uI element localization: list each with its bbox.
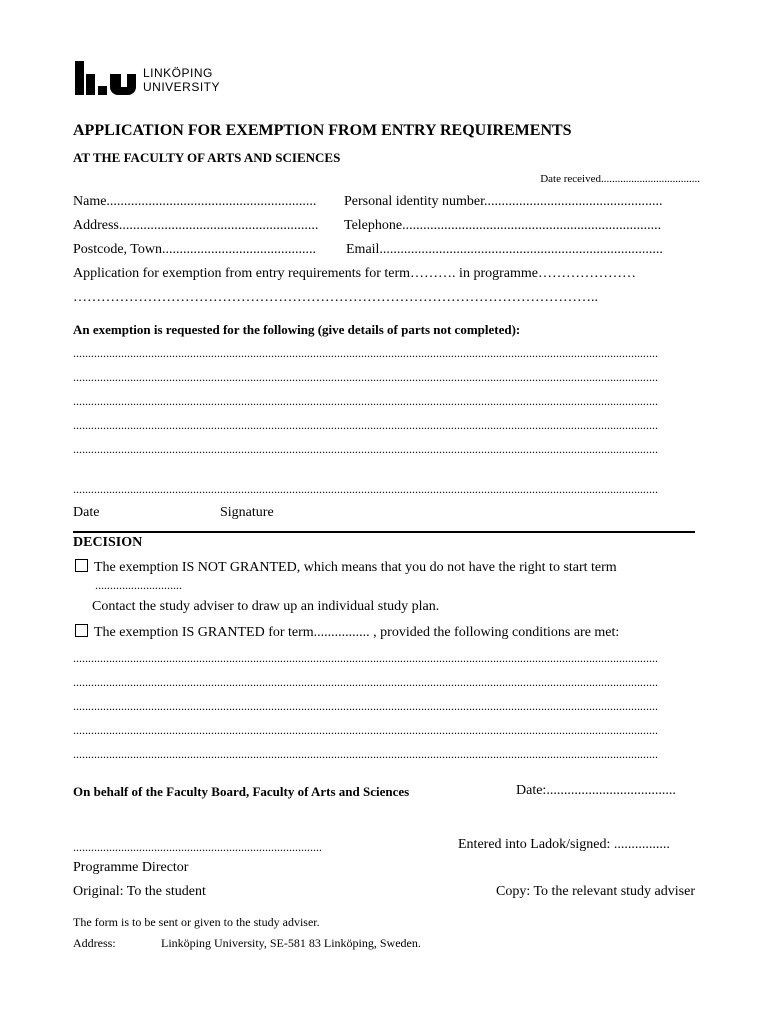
condition-line-3[interactable]: ................................................................................................................................................................................................... — [73, 699, 658, 713]
signature-label: Signature — [220, 505, 274, 520]
footer-address: Linköping University, SE-581 83 Linköping, Sweden. — [161, 936, 421, 950]
logo-text-line1: LINKÖPING — [143, 66, 213, 80]
personal-id-field[interactable]: Personal identity number................................................... — [344, 194, 663, 209]
postcode-field[interactable]: Postcode, Town............................................ — [73, 242, 316, 257]
on-behalf-text: On behalf of the Faculty Board, Faculty of Arts and Sciences — [73, 784, 410, 799]
not-granted-term-field[interactable]: ............................. — [95, 578, 182, 592]
form-subtitle: AT THE FACULTY OF ARTS AND SCIENCES — [73, 150, 341, 165]
exemption-line-3[interactable]: ................................................................................................................................................................................................... — [73, 394, 658, 408]
condition-line-1[interactable]: ................................................................................................................................................................................................... — [73, 651, 658, 665]
telephone-field[interactable]: Telephone.......................................................................... — [344, 218, 662, 233]
contact-adviser-text: Contact the study adviser to draw up an individual study plan. — [92, 599, 440, 614]
decision-date-field[interactable]: Date:..................................... — [516, 783, 676, 798]
logo-mark-bar-2 — [86, 74, 95, 95]
director-signature-line[interactable]: ................................................................................... — [73, 840, 322, 854]
original-recipient-text: Original: To the student — [73, 884, 206, 899]
exemption-line-4[interactable]: ................................................................................................................................................................................................... — [73, 418, 658, 432]
copy-recipient-text: Copy: To the relevant study adviser — [495, 884, 695, 899]
footer-address-label: Address: — [73, 936, 116, 950]
footer-note: The form is to be sent or given to the study adviser. — [73, 915, 320, 929]
application-continuation-line[interactable]: ………………………………………………………………………………………………….. — [73, 290, 598, 305]
name-field[interactable]: Name............................................................ — [73, 194, 317, 209]
section-divider — [73, 531, 695, 533]
not-granted-checkbox[interactable] — [75, 559, 88, 572]
condition-line-4[interactable]: ................................................................................................................................................................................................... — [73, 723, 658, 737]
not-granted-option[interactable] — [75, 559, 617, 576]
email-field[interactable]: Email................................................................................. — [346, 242, 663, 257]
address-field[interactable]: Address......................................................... — [73, 218, 319, 233]
condition-line-2[interactable]: ................................................................................................................................................................................................... — [73, 675, 658, 689]
ladok-entry-field[interactable]: Entered into Ladok/signed: ................ — [458, 837, 670, 852]
programme-director-label: Programme Director — [73, 860, 189, 875]
date-received-field[interactable]: Date received.................................... — [540, 173, 700, 185]
logo-mark-dot — [98, 86, 107, 95]
exemption-heading: An exemption is requested for the following (give details of parts not completed): — [73, 322, 521, 337]
exemption-line-5[interactable]: ................................................................................................................................................................................................... — [73, 442, 658, 456]
decision-heading: DECISION — [73, 535, 143, 550]
granted-label: The exemption IS GRANTED for term................ , provided the following conditions are met: — [94, 625, 620, 640]
exemption-line-1[interactable]: ................................................................................................................................................................................................... — [73, 346, 658, 360]
exemption-line-6[interactable]: ................................................................................................................................................................................................... — [73, 482, 658, 496]
not-granted-label: The exemption IS NOT GRANTED, which means that you do not have the right to start term — [94, 560, 617, 575]
date-label: Date — [73, 505, 100, 520]
condition-line-5[interactable]: ................................................................................................................................................................................................... — [73, 747, 658, 761]
application-term-line[interactable]: Application for exemption from entry requirements for term………. in programme………………… — [73, 266, 636, 281]
logo-text-line2: UNIVERSITY — [143, 80, 221, 94]
granted-checkbox[interactable] — [75, 624, 88, 637]
logo-mark-bar-1 — [75, 61, 84, 95]
university-logo — [75, 61, 225, 97]
exemption-line-2[interactable]: ................................................................................................................................................................................................... — [73, 370, 658, 384]
form-title: APPLICATION FOR EXEMPTION FROM ENTRY REQUIREMENTS — [73, 122, 572, 139]
granted-option[interactable] — [75, 624, 619, 641]
